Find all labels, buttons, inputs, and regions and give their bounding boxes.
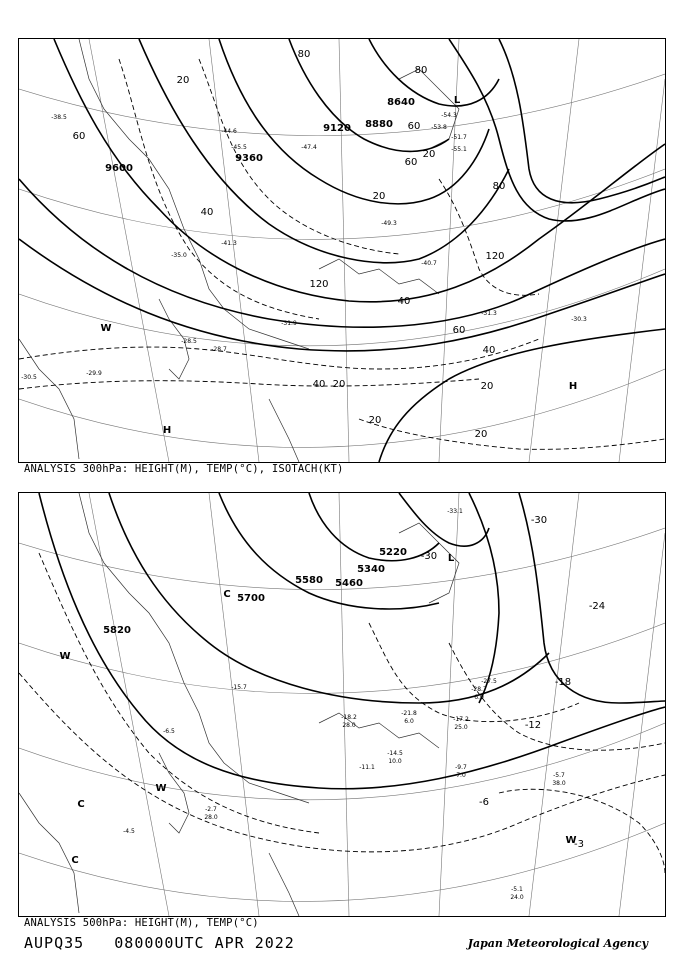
height-contour-line — [54, 39, 665, 302]
height-label: 5340 — [357, 564, 385, 575]
station-value-label: -14.5 — [387, 750, 403, 757]
station-value-label: 7.0 — [456, 772, 466, 779]
chart-time: 080000UTC APR 2022 — [114, 934, 295, 952]
isotach-label: 20 — [372, 191, 386, 202]
isotach-label: 20 — [474, 429, 488, 440]
isotach-label: 40 — [397, 296, 411, 307]
station-value-label: -27.5 — [481, 678, 497, 685]
map-500hpa-canvas — [19, 493, 665, 916]
temperature-label: -30.3 — [571, 316, 587, 323]
station-value-label: -33.1 — [447, 508, 463, 515]
isotherm-label: -3 — [574, 839, 584, 850]
station-value-label: -21.8 — [401, 710, 417, 717]
pressure-center-label: W — [100, 323, 112, 334]
station-value-label: -2.7 — [205, 806, 217, 813]
isotherm-label: -18 — [554, 677, 572, 688]
station-value-label: -28.7 — [471, 686, 487, 693]
height-label: 9600 — [105, 163, 133, 174]
pressure-center-label: H — [568, 381, 578, 392]
isotherm-line — [369, 623, 579, 722]
height-label: 5460 — [335, 578, 363, 589]
isotach-label: 40 — [200, 207, 214, 218]
isotach-label: 20 — [480, 381, 494, 392]
station-value-label: 6.0 — [474, 694, 484, 701]
station-value-label: 24.0 — [510, 894, 524, 901]
temperature-label: -35.0 — [171, 252, 187, 259]
height-contours — [39, 493, 665, 789]
isotherm-label: -30 — [420, 551, 438, 562]
pressure-center-label: C — [223, 589, 231, 600]
temperature-label: -31.3 — [481, 310, 497, 317]
isotherm-line — [19, 379, 479, 389]
isotach-label: 60 — [407, 121, 421, 132]
isotach-label: 40 — [312, 379, 326, 390]
isotach-label: 120 — [309, 279, 329, 290]
chart-identifier — [24, 934, 295, 952]
station-value-label: 6.0 — [404, 718, 414, 725]
height-label: 5820 — [103, 625, 131, 636]
temperature-label: -40.7 — [421, 260, 437, 267]
pressure-center-label: L — [447, 553, 455, 564]
temperature-label: -29.9 — [86, 370, 102, 377]
height-contour-line — [379, 329, 665, 462]
station-value-label: -18.2 — [341, 714, 357, 721]
temperature-label: -28.5 — [181, 338, 197, 345]
temperature-label: -55.1 — [451, 146, 467, 153]
analysis-300hpa-map — [18, 38, 666, 463]
height-contour-line — [309, 493, 439, 561]
analysis-500hpa-map — [18, 492, 666, 917]
temperature-label: -54.3 — [441, 112, 457, 119]
temperature-label: -38.5 — [51, 114, 67, 121]
temperature-label: -49.3 — [381, 220, 397, 227]
temperature-label: -45.5 — [231, 144, 247, 151]
isotherm-label: -12 — [524, 720, 542, 731]
height-contour-line — [399, 493, 489, 546]
height-label: 9120 — [323, 123, 351, 134]
temperature-label: -51.7 — [451, 134, 467, 141]
height-label: 5220 — [379, 547, 407, 558]
isotach-label: 20 — [422, 149, 436, 160]
isotherm-line — [19, 673, 665, 852]
station-value-label: -6.5 — [163, 728, 175, 735]
lat-lon-graticule — [19, 493, 665, 916]
station-value-label: -4.5 — [123, 828, 135, 835]
isotherm-line — [359, 419, 665, 449]
height-label: 5700 — [237, 593, 265, 604]
isotach-label: 80 — [297, 49, 311, 60]
temperature-label: -28.7 — [211, 346, 227, 353]
chart-code: AUPQ35 — [24, 934, 85, 952]
pressure-center-label: W — [565, 835, 577, 846]
station-value-label: 28.0 — [204, 814, 218, 821]
isotach-label: 120 — [485, 251, 505, 262]
caption-500hpa: ANALYSIS 500hPa: HEIGHT(M), TEMP(°C) — [24, 917, 259, 929]
height-contour-line — [219, 39, 489, 204]
height-contour-line — [469, 493, 499, 703]
station-value-label: 28.0 — [342, 722, 356, 729]
isotach-label: 60 — [452, 325, 466, 336]
height-contour-line — [369, 39, 499, 106]
isotherm-line — [439, 179, 539, 295]
isotach-label: 40 — [482, 345, 496, 356]
pressure-center-label: H — [162, 425, 172, 436]
isotherms — [19, 553, 665, 873]
pressure-center-label: C — [77, 799, 85, 810]
isotherm-line — [499, 789, 665, 873]
pressure-center-label: C — [71, 855, 79, 866]
station-value-label: -11.1 — [359, 764, 375, 771]
pressure-center-label: W — [155, 783, 167, 794]
height-contour-line — [449, 39, 665, 221]
height-contours — [19, 39, 665, 462]
isotherm-line — [39, 553, 319, 833]
isotherm-label: -24 — [588, 601, 606, 612]
height-label: 8640 — [387, 97, 415, 108]
station-value-label: -5.1 — [511, 886, 523, 893]
station-value-label: -15.7 — [231, 684, 247, 691]
isotherm-label: -30 — [530, 515, 548, 526]
temperature-label: -41.3 — [221, 240, 237, 247]
temperature-label: -30.5 — [21, 374, 37, 381]
isotherm-line — [199, 59, 399, 254]
isotach-label: 20 — [332, 379, 346, 390]
pressure-center-label: W — [59, 651, 71, 662]
station-value-label: 10.0 — [388, 758, 402, 765]
height-label: 8880 — [365, 119, 393, 130]
isotherm-line — [19, 339, 539, 369]
temperature-label: -53.8 — [431, 124, 447, 131]
height-contour-line — [19, 239, 665, 351]
station-value-label: -17.2 — [453, 716, 469, 723]
station-value-label: -9.7 — [455, 764, 467, 771]
station-value-label: 25.0 — [454, 724, 468, 731]
temperature-label: -31.9 — [281, 320, 297, 327]
height-contour-line — [39, 493, 665, 789]
isotherm-label: -6 — [479, 797, 489, 808]
isotach-label: 60 — [404, 157, 418, 168]
temperature-label: -47.4 — [301, 144, 317, 151]
isotach-label: 80 — [414, 65, 428, 76]
isotach-label: 80 — [492, 181, 506, 192]
map-300hpa-canvas — [19, 39, 665, 462]
station-value-label: -5.7 — [553, 772, 565, 779]
isotach-label: 60 — [72, 131, 86, 142]
isotach-label: 20 — [368, 415, 382, 426]
isotach-label: 20 — [176, 75, 190, 86]
height-label: 9360 — [235, 153, 263, 164]
temperature-label: -44.6 — [221, 128, 237, 135]
station-value-label: 38.0 — [552, 780, 566, 787]
lat-lon-graticule — [19, 39, 665, 462]
height-contour-line — [499, 39, 665, 203]
height-contour-line — [289, 39, 449, 151]
agency-name: Japan Meteorological Agency — [467, 937, 648, 950]
pressure-center-label: L — [453, 95, 461, 106]
caption-300hpa: ANALYSIS 300hPa: HEIGHT(M), TEMP(°C), ISOTACH(KT) — [24, 463, 344, 475]
height-label: 5580 — [295, 575, 323, 586]
map-labels — [59, 508, 605, 901]
